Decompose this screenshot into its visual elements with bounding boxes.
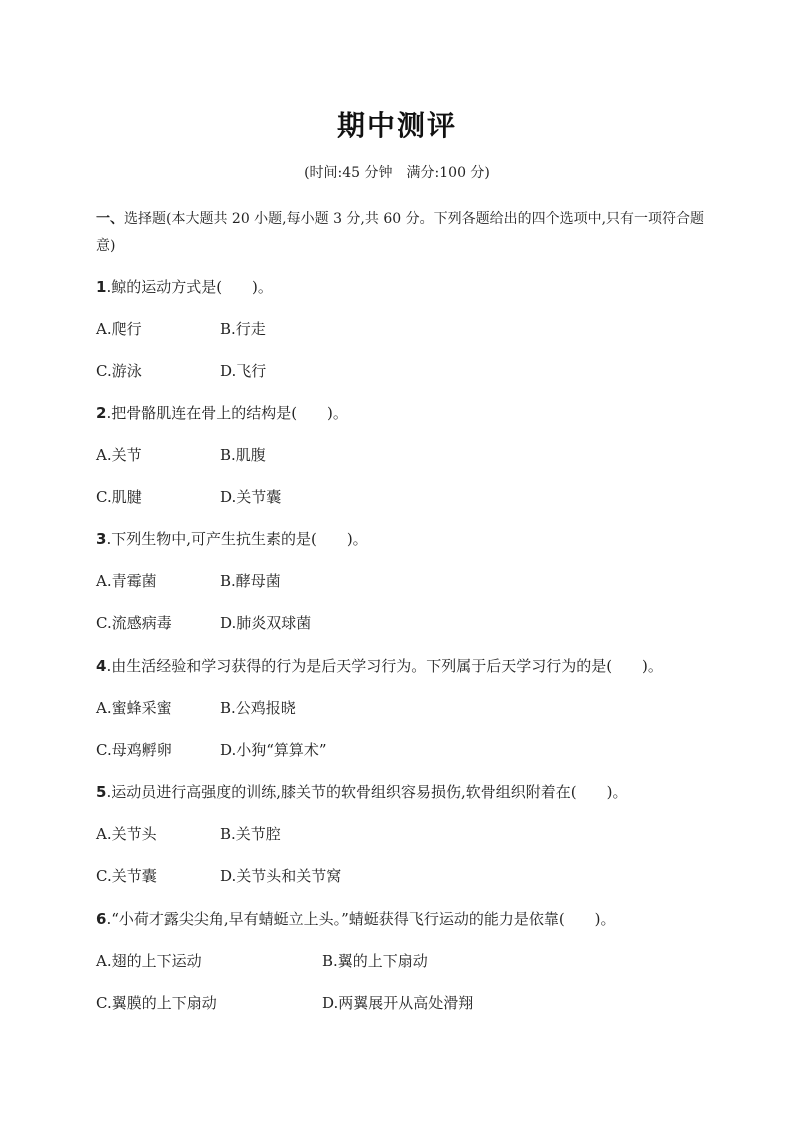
option-d: D.飞行 [220, 362, 267, 380]
question-number: 3 [96, 530, 107, 548]
question-stem: .运动员进行高强度的训练,膝关节的软骨组织容易损伤,软骨组织附着在( )。 [106, 783, 628, 801]
option-c: C.游泳 [96, 362, 142, 380]
question-number: 5 [96, 783, 107, 801]
option-b: B.酵母菌 [220, 572, 281, 590]
option-d: D.两翼展开从高处滑翔 [322, 994, 474, 1012]
question-1 [96, 276, 273, 297]
question-3 [96, 528, 368, 549]
option-b: B.翼的上下扇动 [322, 952, 428, 970]
question-4 [96, 655, 663, 676]
option-a: A.爬行 [96, 320, 142, 338]
option-c: C.翼膜的上下扇动 [96, 994, 217, 1012]
option-a: A.翅的上下运动 [96, 952, 202, 970]
option-d: D.小狗“算算术” [220, 741, 327, 759]
question-stem: .“小荷才露尖尖角,早有蜻蜓立上头。”蜻蜓获得飞行运动的能力是依靠( )。 [106, 910, 616, 928]
question-number: 6 [96, 910, 107, 928]
section-number: 一、 [96, 211, 124, 227]
option-d: D.关节囊 [220, 488, 282, 506]
option-d: D.肺炎双球菌 [220, 614, 312, 632]
option-a: A.关节头 [96, 825, 157, 843]
section-instructions: 选择题(本大题共 20 小题,每小题 3 分,共 60 分。下列各题给出的四个选项中,只有一项符合题意) [96, 211, 705, 254]
exam-info: (时间:45 分钟 满分:100 分) [304, 165, 490, 181]
option-b: B.关节腔 [220, 825, 281, 843]
option-b: B.公鸡报晓 [220, 699, 296, 717]
question-stem: .下列生物中,可产生抗生素的是( )。 [106, 530, 368, 548]
option-a: A.蜜蜂采蜜 [96, 699, 172, 717]
option-a: A.关节 [96, 446, 142, 464]
option-a: A.青霉菌 [96, 572, 157, 590]
option-b: B.肌腹 [220, 446, 266, 464]
option-c: C.母鸡孵卵 [96, 741, 172, 759]
section-heading [96, 206, 706, 260]
question-stem: .把骨骼肌连在骨上的结构是( )。 [106, 404, 348, 422]
option-c: C.流感病毒 [96, 614, 172, 632]
question-stem: .由生活经验和学习获得的行为是后天学习行为。下列属于后天学习行为的是( )。 [106, 657, 663, 675]
question-6 [96, 908, 616, 929]
option-b: B.行走 [220, 320, 266, 338]
question-number: 1 [96, 278, 107, 296]
page-title: 期中测评 [336, 109, 457, 142]
question-5 [96, 781, 627, 802]
question-stem: .鲸的运动方式是( )。 [106, 278, 273, 296]
option-c: C.肌腱 [96, 488, 142, 506]
option-d: D.关节头和关节窝 [220, 867, 342, 885]
question-2 [96, 402, 348, 423]
question-number: 2 [96, 404, 107, 422]
question-number: 4 [96, 657, 107, 675]
option-c: C.关节囊 [96, 867, 157, 885]
